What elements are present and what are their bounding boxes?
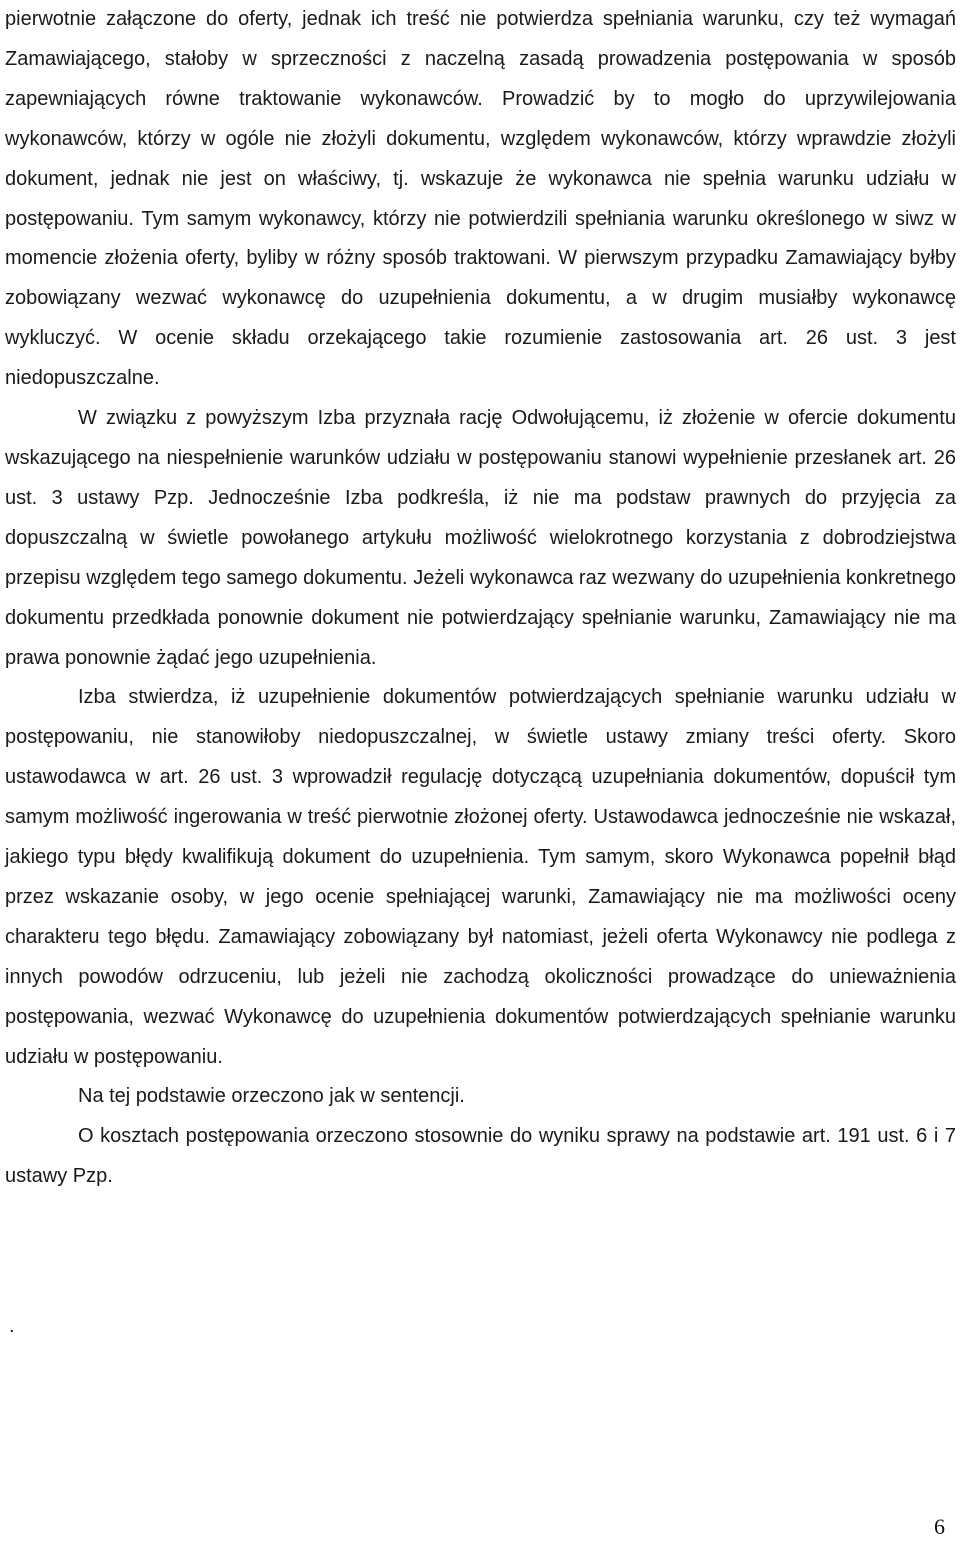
paragraph-2: W związku z powyższym Izba przyznała rację Odwołującemu, iż złożenie w ofercie dokumentu wskazującego na niespełnienie warunków udziału w postępowaniu stanowi wypełnienie przesłanek art. 26 ust. 3 ustawy Pzp. Jednocześnie Izba podkreśla, iż nie ma podstaw prawnych do przyjęcia za dopuszczalną w świetle powołanego artykułu możliwość wielokrotnego korzystania z dobrodziejstwa przepisu względem tego samego dokumentu. Jeżeli wykonawca raz wezwany do uzupełnienia konkretnego dokumentu przedkłada ponownie dokument nie potwierdzający spełnianie warunku, Zamawiający nie ma prawa ponownie żądać jego uzupełnienia.	[5, 407, 956, 669]
trailing-dot: .	[9, 1315, 15, 1337]
page-number: 6	[934, 1514, 945, 1539]
paragraph-3: Izba stwierdza, iż uzupełnienie dokumentów potwierdzających spełnianie warunku udziału w postępowaniu, nie stanowiłoby niedopuszczalnej, w świetle ustawy zmiany treści oferty. Skoro ustawodawca w art. 26 ust. 3 wprowadził regulację dotyczącą uzupełniania dokumentów, dopuścił tym samym możliwość ingerowania w treść pierwotnie złożonej oferty. Ustawodawca jednocześnie nie wskazał, jakiego typu błędy kwalifikują dokument do uzupełnienia. Tym samym, skoro Wykonawca popełnił błąd przez wskazanie osoby, w jego ocenie spełniającej warunki, Zamawiający nie ma możliwości oceny charakteru tego błędu. Zamawiający zobowiązany był natomiast, jeżeli oferta Wykonawcy nie podlega z innych powodów odrzuceniu, lub jeżeli nie zachodzą okoliczności prowadzące do unieważnienia postępowania, wezwać Wykonawcę do uzupełnienia dokumentów potwierdzających spełnianie warunku udziału w postępowaniu.	[5, 686, 956, 1068]
paragraph-5: O kosztach postępowania orzeczono stosownie do wyniku sprawy na podstawie art. 191 ust. 6 i 7 ustawy Pzp.	[5, 1125, 956, 1188]
paragraph-4: Na tej podstawie orzeczono jak w sentencji.	[78, 1085, 465, 1108]
paragraph-1: pierwotnie załączone do oferty, jednak ich treść nie potwierdza spełniania warunku, czy też wymagań Zamawiającego, stałoby w sprzeczności z naczelną zasadą prowadzenia postępowania w sposób zapewniających równe traktowanie wykonawców. Prowadzić by to mogło do uprzywilejowania wykonawców, którzy w ogóle nie złożyli dokumentu, względem wykonawców, którzy wprawdzie złożyli dokument, jednak nie jest on właściwy, tj. wskazuje że wykonawca nie spełnia warunku udziału w postępowaniu. Tym samym wykonawcy, którzy nie potwierdzili spełniania warunku określonego w siwz w momencie złożenia oferty, byliby w różny sposób traktowani. W pierwszym przypadku Zamawiający byłby zobowiązany wezwać wykonawcę do uzupełnienia dokumentu, a w drugim musiałby wykonawcę wykluczyć. W ocenie składu orzekającego takie rozumienie zastosowania art. 26 ust. 3 jest niedopuszczalne.	[5, 8, 956, 390]
document-body	[5, 0, 956, 1197]
